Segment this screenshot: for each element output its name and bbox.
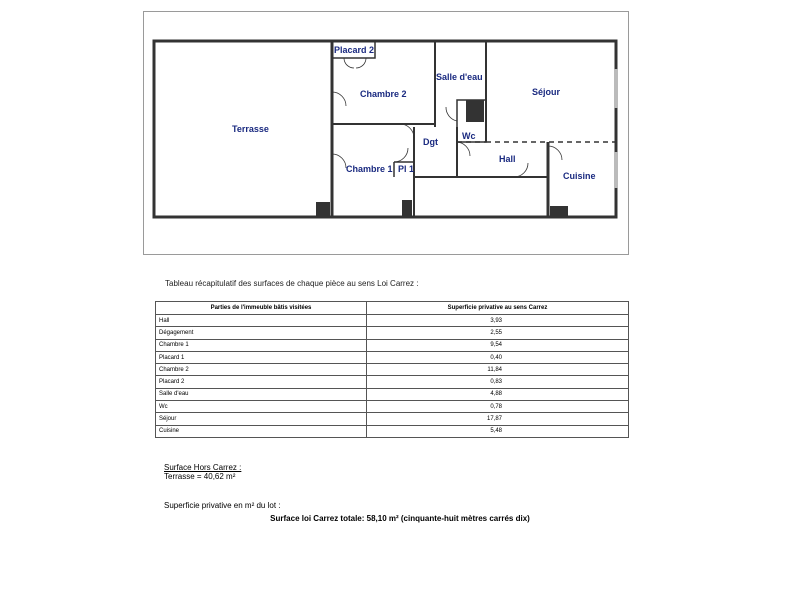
door-arc — [394, 148, 408, 162]
room-area: 0,40 — [367, 351, 629, 363]
room-label-pl-1: Pl 1 — [398, 164, 415, 174]
total-carrez-surface: Surface loi Carrez totale: 58,10 m² (cinquante-huit mètres carrés dix) — [270, 514, 530, 523]
table-row — [156, 315, 629, 327]
room-area: 3,93 — [367, 315, 629, 327]
room-name: Chambre 2 — [156, 364, 367, 376]
door-arc — [456, 142, 470, 156]
pillar — [316, 202, 330, 216]
floor-plan — [143, 11, 629, 255]
floor-plan-drawing — [144, 12, 630, 256]
door-arc — [344, 58, 354, 68]
pillar — [550, 206, 568, 216]
room-area: 4,88 — [367, 388, 629, 400]
room-name: Chambre 1 — [156, 339, 367, 351]
table-row — [156, 388, 629, 400]
door-arc — [548, 146, 562, 160]
surface-table — [155, 301, 629, 438]
room-label-salle-eau: Salle d'eau — [436, 72, 483, 82]
room-name: Salle d'eau — [156, 388, 367, 400]
room-label-chambre-1: Chambre 1 — [346, 164, 393, 174]
room-area: 5,48 — [367, 425, 629, 437]
table-row — [156, 351, 629, 363]
room-area: 11,84 — [367, 364, 629, 376]
room-name: Dégagement — [156, 327, 367, 339]
room-area: 9,54 — [367, 339, 629, 351]
room-label-wc: Wc — [462, 131, 476, 141]
door-arc — [400, 124, 414, 138]
hors-carrez-terrasse: Terrasse = 40,62 m² — [164, 472, 236, 481]
table-row — [156, 376, 629, 388]
door-arc — [446, 107, 457, 121]
room-label-cuisine: Cuisine — [563, 171, 596, 181]
room-name: Wc — [156, 401, 367, 413]
room-label-terrasse: Terrasse — [232, 124, 269, 134]
table-header-row — [156, 302, 629, 315]
table-row — [156, 413, 629, 425]
room-name: Placard 2 — [156, 376, 367, 388]
door-arc — [332, 154, 346, 168]
pillar — [466, 100, 484, 122]
hors-carrez-title: Surface Hors Carrez : — [164, 463, 242, 472]
table-caption: Tableau récapitulatif des surfaces de chaque pièce au sens Loi Carrez : — [165, 279, 419, 288]
room-label-chambre-2: Chambre 2 — [360, 89, 407, 99]
room-name: Hall — [156, 315, 367, 327]
room-area: 0,78 — [367, 401, 629, 413]
door-arc — [514, 163, 528, 177]
room-area: 17,87 — [367, 413, 629, 425]
header-area: Superficie privative au sens Carrez — [367, 302, 629, 315]
table-row — [156, 327, 629, 339]
table-row — [156, 401, 629, 413]
room-name: Placard 1 — [156, 351, 367, 363]
room-label-hall: Hall — [499, 154, 516, 164]
room-name: Séjour — [156, 413, 367, 425]
room-label-sejour: Séjour — [532, 87, 561, 97]
pillar — [402, 200, 412, 216]
room-area: 2,55 — [367, 327, 629, 339]
door-arc — [356, 58, 366, 68]
table-row — [156, 364, 629, 376]
header-room: Parties de l'immeuble bâtis visitées — [156, 302, 367, 315]
room-area: 0,83 — [367, 376, 629, 388]
lot-surface-label: Superficie privative en m² du lot : — [164, 501, 281, 510]
table-row — [156, 425, 629, 437]
room-name: Cuisine — [156, 425, 367, 437]
door-arc — [332, 92, 346, 106]
room-label-placard-2: Placard 2 — [334, 45, 375, 55]
table-row — [156, 339, 629, 351]
room-label-dgt: Dgt — [423, 137, 438, 147]
